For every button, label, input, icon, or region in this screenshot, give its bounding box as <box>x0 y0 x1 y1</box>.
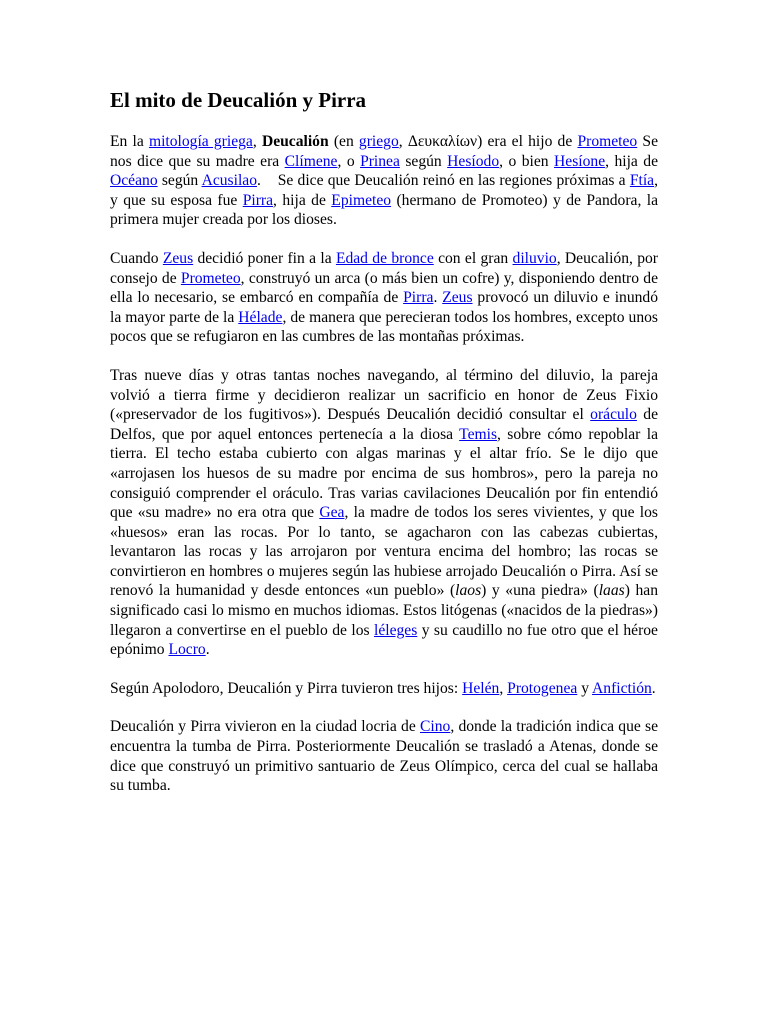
link-pirra[interactable]: Pirra <box>242 191 274 209</box>
text: , <box>499 679 508 697</box>
link-edad-de-bronce[interactable]: Edad de bronce <box>335 249 434 267</box>
link-temis[interactable]: Temis <box>459 425 498 443</box>
link-acusilao[interactable]: Acusilao <box>201 172 257 190</box>
link-hesione[interactable]: Hesíone <box>554 152 606 170</box>
text: de Delfos, que por aquel entonces pertenecía a la diosa <box>110 406 658 443</box>
link-helade[interactable]: Hélade <box>238 308 283 326</box>
text: ) y «una piedra» ( <box>481 582 599 600</box>
link-diluvio[interactable]: diluvio <box>512 249 557 267</box>
text: y su caudillo no fue otro que el héroe epónimo <box>110 621 658 659</box>
link-gea[interactable]: Gea <box>319 504 345 522</box>
link-locro[interactable]: Locro <box>168 641 206 659</box>
link-helen[interactable]: Helén <box>462 679 500 697</box>
link-ftia[interactable]: Ftía <box>629 172 655 190</box>
text: (en <box>328 133 359 150</box>
text: Deucalión y Pirra vivieron en la ciudad locria de <box>110 718 420 736</box>
text: , de manera que perecieran todos los hombres, excepto unos pocos que se refugiaron en las cumbres de las montañas próximas. <box>110 308 658 346</box>
text: , y que su esposa fue <box>110 172 658 209</box>
italic-laos: laos <box>455 582 482 600</box>
link-prometeo[interactable]: Prometeo <box>577 133 638 150</box>
text: , hija de <box>605 152 658 170</box>
text: , hija de <box>273 191 332 209</box>
text: , construyó un arca (o más bien un cofre) y, disponiendo dentro de ella lo necesario, se embarcó en compañía de <box>110 269 659 307</box>
bold-deucalion: Deucalión <box>261 133 329 150</box>
text: ) han significado casi lo mismo en muchos idiomas. Estos litógenas («nacidos de la piedras») llegaron a convertirse en el pueblo de los <box>110 582 658 639</box>
link-zeus[interactable]: Zeus <box>442 289 473 307</box>
text: , la madre de todos los seres vivientes, y que los «huesos» eran las rocas. Por lo tanto, se agacharon con las cabezas cubiertas, levantaron las rocas y las arrojaron por ventura encima del hombro; las rocas se convirtieron en hombres o mujeres según las hubiese arrojado Deucalión o Pirra. Así se renovó la humanidad y desde entonces «un pueblo» ( <box>110 504 658 600</box>
link-mitologia-griega[interactable]: mitología griega <box>148 133 253 150</box>
text: (hermano de Promoteo) y de Pandora, la primera mujer creada por los dioses. <box>110 191 659 229</box>
text: , Δευκαλίων) era el hijo de <box>398 133 578 150</box>
link-prinea[interactable]: Prinea <box>360 152 400 170</box>
text: Tras nueve días y otras tantas noches navegando, al término del diluvio, la pareja volvió a tierra firme y decidieron realizar un sacrificio en honor de Zeus Fixio («preservador de los fugitivos»). Después Deucalión decidió consultar el <box>110 366 658 424</box>
paragraph-5 <box>110 717 658 795</box>
text: En la <box>110 133 149 150</box>
text: Según Apolodoro, Deucalión y Pirra tuvieron tres hijos: <box>110 679 463 697</box>
text: . Se dice que Deucalión reinó en las regiones próximas a <box>257 172 630 190</box>
paragraph-3 <box>110 366 658 660</box>
link-leleges[interactable]: léleges <box>373 621 418 639</box>
link-pirra[interactable]: Pirra <box>403 289 434 307</box>
text: con el gran <box>433 249 513 267</box>
text: Se nos dice que su madre era <box>110 133 658 170</box>
text: , donde la tradición indica que se encuentra la tumba de Pirra. Posteriormente Deucalión se trasladó a Atenas, donde se dice que construyó un primitivo santuario de Zeus Olímpico, cerca del cual se hallaba su tumba. <box>110 718 659 795</box>
text: según <box>157 172 202 190</box>
link-oceano[interactable]: Océano <box>110 172 158 190</box>
text: , sobre cómo repoblar la tierra. El techo estaba cubierto con algas marinas y el altar frío. Se le dijo que «arrojasen los huesos de su madre por encima de sus hombros», pero la pareja no consiguió comprender el oráculo. Tras varias cavilaciones Deucalión por fin entendió que «su madre» no era otra que <box>110 425 658 522</box>
paragraph-2 <box>110 249 658 347</box>
document-body <box>110 86 658 815</box>
link-prometeo[interactable]: Prometeo <box>180 269 241 287</box>
text: según <box>399 152 448 170</box>
page-title: El mito de Deucalión y Pirra <box>110 88 367 112</box>
paragraph-4 <box>110 679 658 699</box>
link-climene[interactable]: Clímene <box>284 152 338 170</box>
link-hesiodo[interactable]: Hesíodo <box>447 152 500 170</box>
link-griego[interactable]: griego <box>358 133 399 150</box>
text: , <box>252 133 262 150</box>
text: , o bien <box>499 152 555 170</box>
text: decidió poner fin a la <box>193 249 336 267</box>
link-zeus[interactable]: Zeus <box>162 249 194 267</box>
text: . <box>205 641 210 659</box>
link-protogenea[interactable]: Protogenea <box>507 679 578 697</box>
text: . <box>433 289 443 307</box>
text: provocó un diluvio e inundó la mayor parte de la <box>110 289 659 326</box>
text: Cuando <box>110 249 163 267</box>
paragraph-1 <box>110 132 658 230</box>
italic-laas: laas <box>598 582 625 600</box>
link-epimeteo[interactable]: Epimeteo <box>331 191 392 209</box>
text: . <box>651 679 656 697</box>
text: , Deucalión, por consejo de <box>110 249 658 287</box>
link-cino[interactable]: Cino <box>420 718 451 736</box>
text: y <box>577 679 593 697</box>
link-oraculo[interactable]: oráculo <box>590 406 637 424</box>
link-anfiction[interactable]: Anfictión <box>592 679 652 697</box>
text: , o <box>337 152 361 170</box>
